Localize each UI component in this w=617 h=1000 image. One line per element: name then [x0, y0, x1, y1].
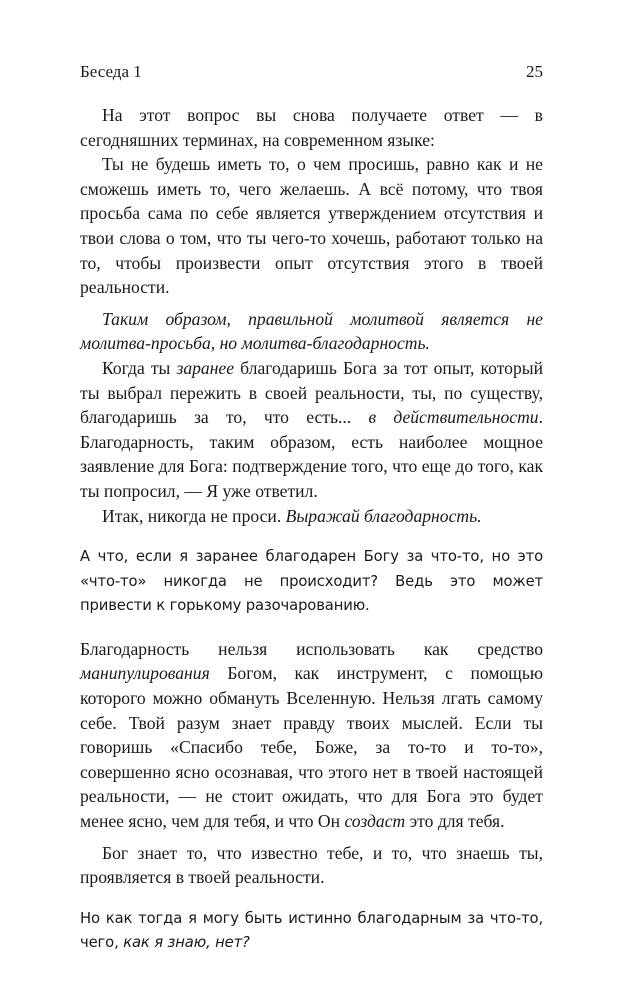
italic-text: как я знаю, нет? [123, 934, 250, 952]
question-2 [80, 907, 543, 956]
paragraph-4 [80, 356, 543, 504]
paragraph-1: На этот вопрос вы снова получаете ответ — в сегодняшних терминах, на современном языке: [80, 105, 543, 150]
paragraph-5 [80, 504, 543, 529]
chapter-title: Беседа 1 [80, 62, 142, 81]
italic-text: заранее [176, 357, 235, 378]
paragraph-7: Бог знает то, что известно тебе, и то, что знаешь ты, проявляется в твоей реальности. [80, 842, 543, 888]
italic-text: Таким образом, правильной молитвой является не молитва-просьба, но молитва-благодарность. [80, 308, 543, 354]
italic-text: Выражай благодарность. [285, 505, 482, 526]
paragraph-6 [80, 637, 543, 834]
italic-text: манипулирования [80, 663, 210, 684]
paragraph-3-italic [80, 307, 543, 356]
text-span: Благодарность нельзя использовать как средство [80, 638, 543, 659]
text-span: Когда ты [102, 357, 177, 378]
text-span: это для тебя. [405, 811, 505, 832]
page-body [80, 103, 543, 974]
text-span: Итак, никогда не проси. [102, 505, 286, 526]
text-span: . Благодарность, таким образом, есть наиболее мощное заявление для Бога: подтверждение того, что еще до того, как ты попросил, — Я уже ответил. [80, 407, 544, 501]
text-span: благодаришь Бога за тот опыт, который ты выбрал пережить в своей реальности, ты, по существу, благодаришь за то, что есть... [80, 357, 543, 428]
italic-text: создаст [344, 811, 406, 832]
question-1: А что, если я заранее благодарен Богу за что-то, но это «что-то» никогда не происходит? Ведь это может привести к горькому разочарованию. [80, 548, 543, 615]
text-span: Богом, как инструмент, с помощью которого можно обмануть Вселенную. Нельзя лгать самому себе. Твой разум знает правду твоих мыслей. Если ты говоришь «Спасибо тебе, Боже, за то-то и то-то», совершенно ясно осознавая, что этого нет в твоей настоящей реальности, — не стоит ожидать, что для Бога это будет менее ясно, чем для тебя, и что Он [80, 663, 543, 832]
italic-text: в действительности [368, 407, 539, 428]
page-number: 25 [526, 62, 543, 81]
paragraph-2: Ты не будешь иметь то, о чем просишь, равно как и не сможешь иметь то, чего желаешь. А всё потому, что твоя просьба сама по себе является утверждением отсутствия и твои слова о том, что ты чего-то хочешь, работают только на то, чтобы произвести опыт отсутствия этого в твоей реальности. [80, 154, 543, 298]
running-header [80, 62, 543, 82]
text-span: Но как тогда я могу быть истинно благодарным за что-то, чего, [80, 909, 543, 952]
